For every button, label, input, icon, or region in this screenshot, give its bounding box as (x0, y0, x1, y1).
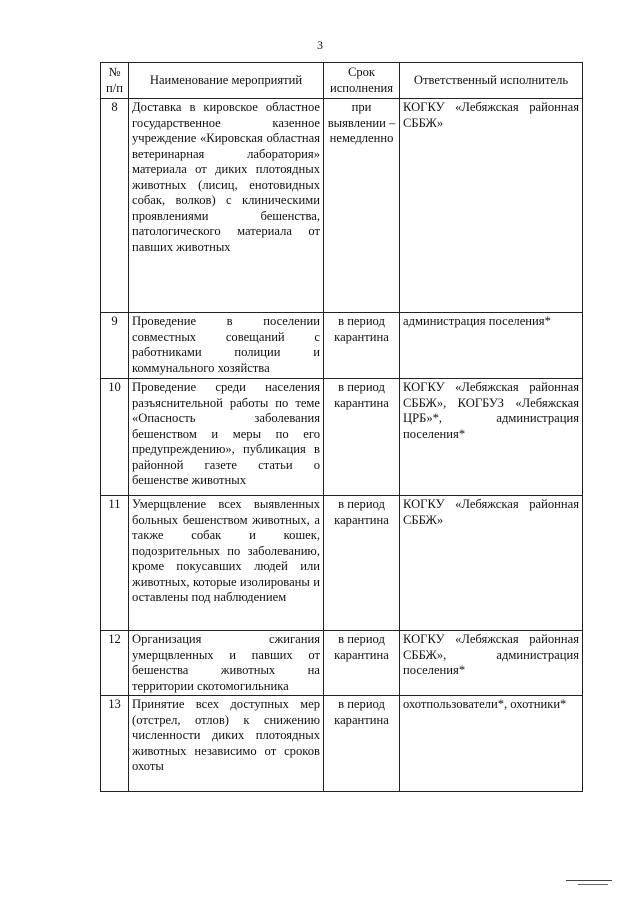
table-row (101, 313, 583, 379)
row-responsible: КОГКУ «Лебяжская районная СББЖ», КОГБУЗ «Лебяжская ЦРБ»*, администрация поселения* (400, 379, 583, 496)
row-term: в период карантина (324, 631, 400, 696)
row-num: 12 (101, 631, 129, 696)
header-term: Срок исполнения (324, 63, 400, 99)
row-term: в период карантина (324, 313, 400, 379)
page-number: 3 (317, 38, 323, 52)
row-responsible: администрация поселения* (400, 313, 583, 379)
row-term: при выявлении – немедленно (324, 99, 400, 313)
row-name: Проведение в поселении совместных совещаний с работниками полиции и коммунального хозяйства (129, 313, 324, 379)
row-responsible: охотпользователи*, охотники* (400, 696, 583, 792)
scan-mark-line (566, 880, 612, 881)
row-name: Доставка в кировское областное государственное казенное учреждение «Кировская областная ветеринарная лаборатория» материала от диких плотоядных животных (лисиц, енотовидных собак, волков) с клиническими проявлениями бешенства, патологического материала от павших животных (129, 99, 324, 313)
table-header-row (101, 63, 583, 99)
row-responsible: КОГКУ «Лебяжская районная СББЖ», администрация поселения* (400, 631, 583, 696)
row-num: 8 (101, 99, 129, 313)
row-term: в период карантина (324, 496, 400, 631)
header-num: № п/п (101, 63, 129, 99)
table-row (101, 99, 583, 313)
table-row (101, 379, 583, 496)
row-num: 10 (101, 379, 129, 496)
row-num: 9 (101, 313, 129, 379)
table-row (101, 496, 583, 631)
row-name: Принятие всех доступных мер (отстрел, отлов) к снижению численности диких плотоядных животных независимо от сроков охоты (129, 696, 324, 792)
measures-table (100, 62, 583, 792)
row-name: Проведение среди населения разъяснительной работы по теме «Опасность заболевания бешенством и меры по его предупреждению», публикация в районной газете статьи о бешенстве животных (129, 379, 324, 496)
row-term: в период карантина (324, 379, 400, 496)
header-name: Наименование мероприятий (129, 63, 324, 99)
row-num: 11 (101, 496, 129, 631)
row-term: в период карантина (324, 696, 400, 792)
row-responsible: КОГКУ «Лебяжская районная СББЖ» (400, 99, 583, 313)
row-num: 13 (101, 696, 129, 792)
scan-mark-line (578, 884, 608, 885)
row-responsible: КОГКУ «Лебяжская районная СББЖ» (400, 496, 583, 631)
row-name: Умерщвление всех выявленных больных бешенством животных, а также собак и кошек, подозрительных по заболеванию, кроме покусавших людей или животных, которые изолированы и оставлены под наблюдением (129, 496, 324, 631)
table-row (101, 696, 583, 792)
table-row (101, 631, 583, 696)
row-name: Организация сжигания умерщвленных и павших от бешенства животных на территории скотомогильника (129, 631, 324, 696)
header-responsible: Ответственный исполнитель (400, 63, 583, 99)
